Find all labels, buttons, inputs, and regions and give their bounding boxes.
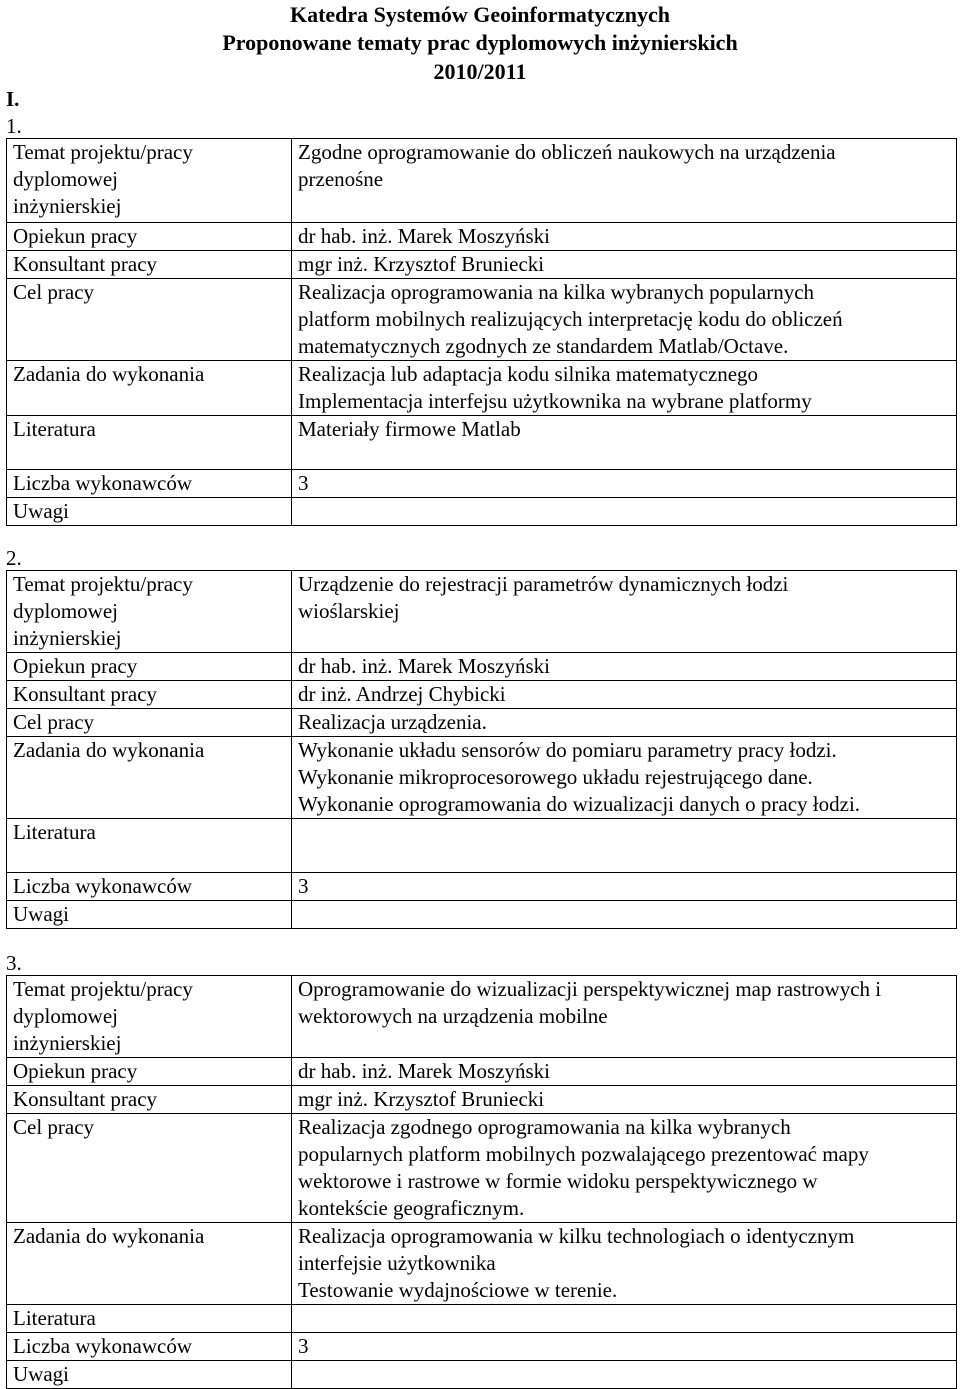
topic-label: Temat projektu/pracy dyplomowej inżynierskiej [7,571,292,653]
consultant-value: mgr inż. Krzysztof Bruniecki [292,251,957,279]
topic-table [6,570,957,929]
tasks-label: Zadania do wykonania [7,361,292,416]
supervisor-value: dr hab. inż. Marek Moszyński [292,653,957,681]
tasks-value: Realizacja oprogramowania w kilku technologiach o identycznym interfejsie użytkownika Testowanie wydajnościowe w terenie. [292,1223,957,1305]
notes-label: Uwagi [7,498,292,526]
literature-label: Literatura [7,416,292,470]
literature-label: Literatura [7,1305,292,1333]
supervisor-value: dr hab. inż. Marek Moszyński [292,223,957,251]
goal-label: Cel pracy [7,1114,292,1223]
topic-title: Zgodne oprogramowanie do obliczeń naukowych na urządzenia przenośne [292,139,957,223]
consultant-label: Konsultant pracy [7,251,292,279]
topic-title: Urządzenie do rejestracji parametrów dynamicznych łodzi wioślarskiej [292,571,957,653]
count-value: 3 [292,873,957,901]
consultant-value: dr inż. Andrzej Chybicki [292,681,957,709]
tasks-label: Zadania do wykonania [7,1223,292,1305]
topic-title: Oprogramowanie do wizualizacji perspektywicznej map rastrowych i wektorowych na urządzenia mobilne [292,976,957,1058]
tasks-value: Realizacja lub adaptacja kodu silnika matematycznego Implementacja interfejsu użytkownika na wybrane platformy [292,361,957,416]
goal-label: Cel pracy [7,279,292,361]
supervisor-label: Opiekun pracy [7,223,292,251]
tasks-value: Wykonanie układu sensorów do pomiaru parametry pracy łodzi. Wykonanie mikroprocesorowego układu rejestrującego dane. Wykonanie oprogramowania do wizualizacji danych o pracy łodzi. [292,737,957,819]
goal-value: Realizacja zgodnego oprogramowania na kilka wybranych popularnych platform mobilnych pozwalającego prezentować mapy wektorowe i rastrowe w formie widoku perspektywicznego w kontekście geograficznym. [292,1114,957,1223]
goal-label: Cel pracy [7,709,292,737]
topic-label: Temat projektu/pracy dyplomowej inżynierskiej [7,976,292,1058]
topic-table [6,975,957,1389]
count-label: Liczba wykonawców [7,1333,292,1361]
count-label: Liczba wykonawców [7,873,292,901]
topic-number: 2. [6,546,22,570]
supervisor-value: dr hab. inż. Marek Moszyński [292,1058,957,1086]
department-name: Katedra Systemów Geoinformatycznych [289,2,671,27]
notes-value [292,1361,957,1389]
literature-value [292,1305,957,1333]
academic-year: 2010/2011 [433,59,527,84]
literature-label: Literatura [7,819,292,873]
count-value: 3 [292,470,957,498]
supervisor-label: Opiekun pracy [7,1058,292,1086]
notes-label: Uwagi [7,901,292,929]
topic-label: Temat projektu/pracy dyplomowej inżynierskiej [7,139,292,223]
tasks-label: Zadania do wykonania [7,737,292,819]
consultant-label: Konsultant pracy [7,1086,292,1114]
goal-value: Realizacja urządzenia. [292,709,957,737]
notes-label: Uwagi [7,1361,292,1389]
document-title: Proponowane tematy prac dyplomowych inżynierskich [222,30,738,55]
count-label: Liczba wykonawców [7,470,292,498]
notes-value [292,901,957,929]
topic-table [6,138,957,526]
topic-number: 3. [6,951,22,975]
consultant-value: mgr inż. Krzysztof Bruniecki [292,1086,957,1114]
section-number: I. [6,87,20,111]
notes-value [292,498,957,526]
literature-value: Materiały firmowe Matlab [292,416,957,470]
supervisor-label: Opiekun pracy [7,653,292,681]
goal-value: Realizacja oprogramowania na kilka wybranych popularnych platform mobilnych realizujących interpretację kodu do obliczeń matematycznych zgodnych ze standardem Matlab/Octave. [292,279,957,361]
count-value: 3 [292,1333,957,1361]
literature-value [292,819,957,873]
consultant-label: Konsultant pracy [7,681,292,709]
topic-number: 1. [6,114,22,138]
